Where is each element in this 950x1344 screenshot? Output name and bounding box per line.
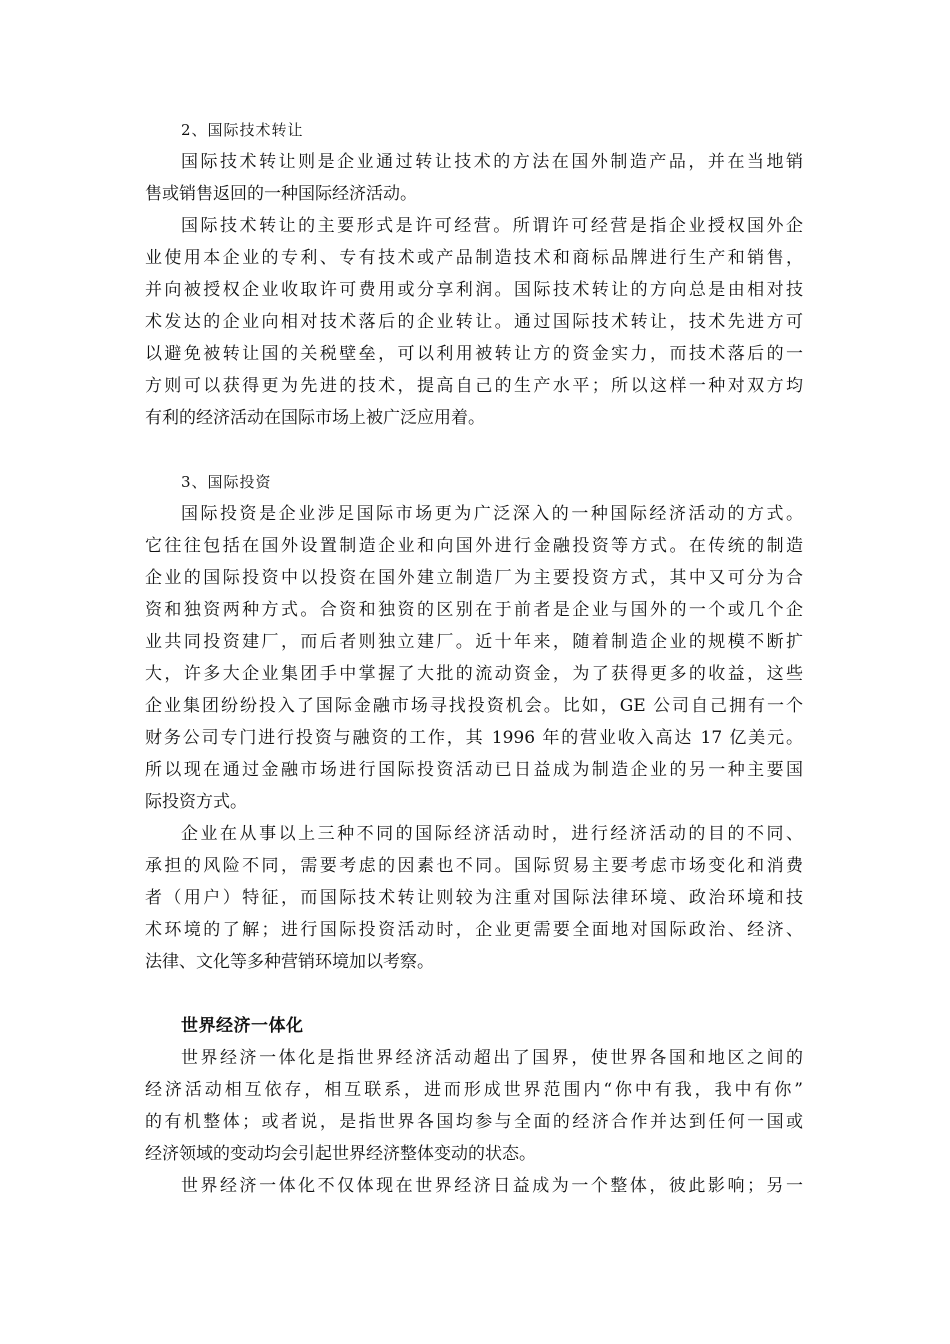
paragraph-three-activities-comparison <box>145 818 803 978</box>
text-line: 术环境的了解；进行国际投资活动时，企业更需要全面地对国际政治、经济、 <box>145 920 803 940</box>
text-line: 并向被授权企业收取许可费用或分享利润。国际技术转让的方向总是由相对技 <box>145 280 803 300</box>
section-spacer <box>145 978 803 1010</box>
text-line: 际投资方式。 <box>145 792 247 812</box>
text-line: 企业在从事以上三种不同的国际经济活动时，进行经济活动的目的不同、 <box>181 824 803 844</box>
text-line: 术发达的企业向相对技术落后的企业转让。通过国际技术转让，技术先进方可 <box>145 312 803 332</box>
paragraph-investment-definition <box>145 498 803 818</box>
text-line: 售或销售返回的一种国际经济活动。 <box>145 184 417 204</box>
text-line: 财务公司专门进行投资与融资的工作，其 1996 年的营业收入高达 17 亿美元。 <box>145 728 803 748</box>
text-line: 业使用本企业的专利、专有技术或产品制造技术和商标品牌进行生产和销售， <box>145 248 803 268</box>
text-line: 大，许多大企业集团手中掌握了大批的流动资金，为了获得更多的收益，这些 <box>145 664 803 684</box>
text-line: 国际投资是企业涉足国际市场更为广泛深入的一种国际经济活动的方式。 <box>181 504 803 524</box>
section-heading-tech-transfer: 2、国际技术转让 <box>181 121 304 139</box>
text-line: 以避免被转让国的关税壁垒，可以利用被转让方的资金实力，而技术落后的一 <box>145 344 803 364</box>
text-line: 承担的风险不同，需要考虑的因素也不同。国际贸易主要考虑市场变化和消费 <box>145 856 803 876</box>
text-line: 企业的国际投资中以投资在国外建立制造厂为主要投资方式，其中又可分为合 <box>145 568 803 588</box>
text-line: 世界经济一体化是指世界经济活动超出了国界，使世界各国和地区之间的 <box>181 1048 803 1068</box>
text-line: 经济活动相互依存，相互联系，进而形成世界范围内“你中有我，我中有你” <box>145 1080 803 1100</box>
section-heading-economic-integration: 世界经济一体化 <box>181 1016 304 1036</box>
section-heading-international-investment: 3、国际投资 <box>181 473 272 491</box>
paragraph-integration-definition <box>145 1042 803 1170</box>
text-line: 方则可以获得更为先进的技术，提高自己的生产水平；所以这样一种对双方均 <box>145 376 803 396</box>
text-line: 世界经济一体化不仅体现在世界经济日益成为一个整体，彼此影响；另一 <box>181 1176 803 1196</box>
paragraph-integration-continued <box>145 1170 803 1202</box>
text-line: 它往往包括在国外设置制造企业和向国外进行金融投资等方式。在传统的制造 <box>145 536 803 556</box>
section-spacer <box>145 434 803 466</box>
text-line: 业共同投资建厂，而后者则独立建厂。近十年来，随着制造企业的规模不断扩 <box>145 632 803 652</box>
text-line: 国际技术转让则是企业通过转让技术的方法在国外制造产品，并在当地销 <box>181 152 803 172</box>
paragraph-tech-transfer-definition <box>145 146 803 210</box>
document-body <box>145 114 803 1202</box>
text-line: 国际技术转让的主要形式是许可经营。所谓许可经营是指企业授权国外企 <box>181 216 803 236</box>
text-line: 企业集团纷纷投入了国际金融市场寻找投资机会。比如，GE 公司自己拥有一个 <box>145 696 803 716</box>
text-line: 法律、文化等多种营销环境加以考察。 <box>145 952 434 972</box>
text-line: 有利的经济活动在国际市场上被广泛应用着。 <box>145 408 485 428</box>
text-line: 者（用户）特征，而国际技术转让则较为注重对国际法律环境、政治环境和技 <box>145 888 803 908</box>
text-line: 所以现在通过金融市场进行国际投资活动已日益成为制造企业的另一种主要国 <box>145 760 803 780</box>
paragraph-tech-transfer-forms <box>145 210 803 434</box>
text-line: 经济领域的变动均会引起世界经济整体变动的状态。 <box>145 1144 536 1164</box>
text-line: 资和独资两种方式。合资和独资的区别在于前者是企业与国外的一个或几个企 <box>145 600 803 620</box>
text-line: 的有机整体；或者说，是指世界各国均参与全面的经济合作并达到任何一国或 <box>145 1112 803 1132</box>
